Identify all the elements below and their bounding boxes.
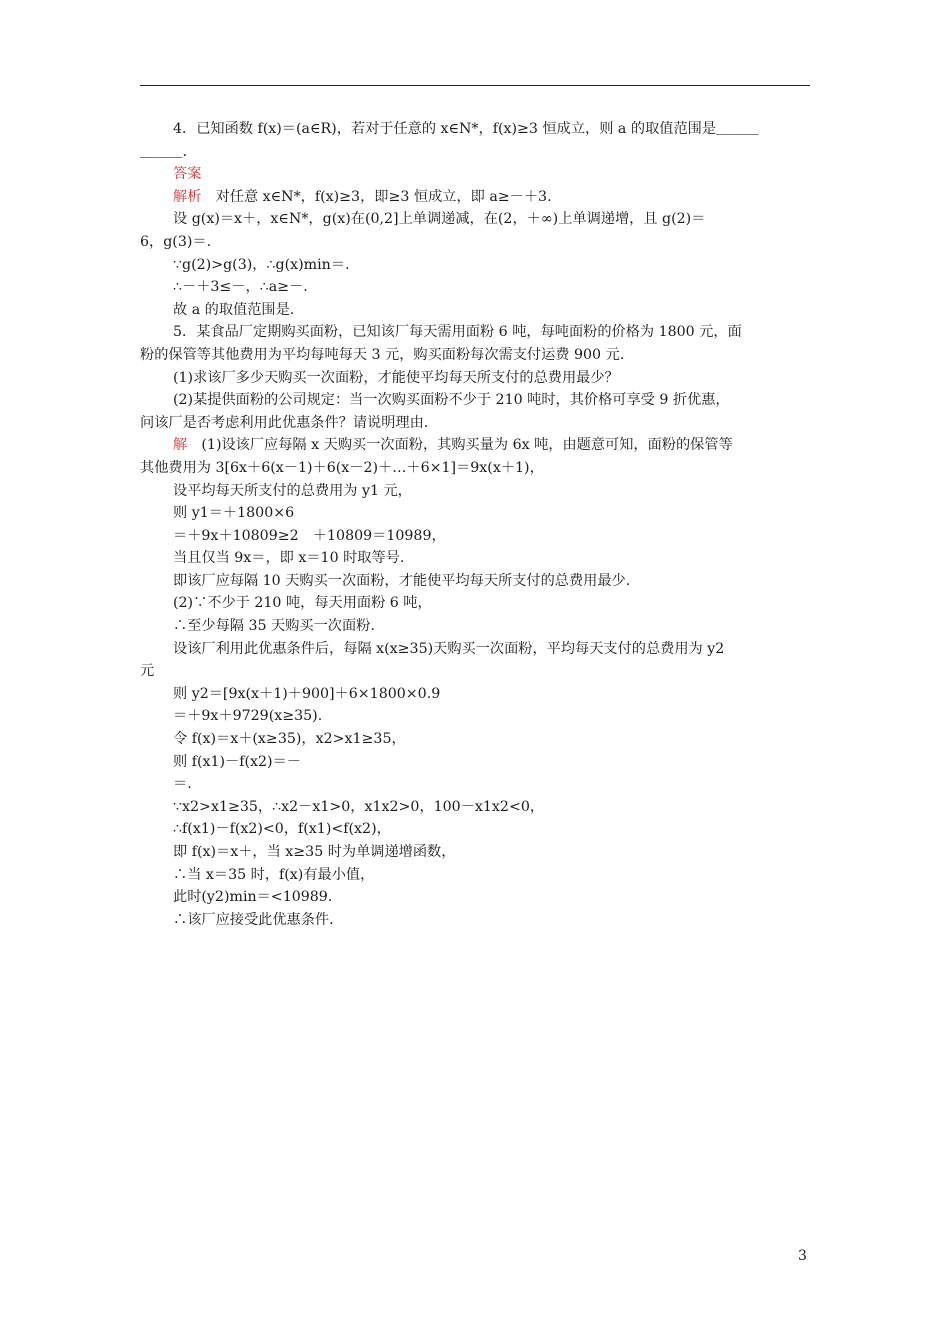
text-line	[140, 818, 812, 841]
line-text: 对任意 x∈N*，f(x)≥3，即≥3 恒成立，即 a≥－＋3.	[201, 188, 552, 205]
text-line	[140, 909, 812, 932]
line-text: 问该厂是否考虑利用此优惠条件？请说明理由.	[140, 414, 429, 431]
text-line	[140, 367, 812, 390]
line-text: 当且仅当 9x＝，即 x＝10 时取等号.	[173, 550, 405, 567]
text-line	[140, 683, 812, 706]
text-line	[140, 457, 812, 480]
text-line	[140, 276, 812, 299]
line-text: ＝＋9x＋9729(x≥35).	[173, 708, 323, 725]
text-line	[140, 480, 812, 503]
text-line	[140, 141, 812, 164]
line-text: 粉的保管等其他费用为平均每吨每天 3 元，购买面粉每次需支付运费 900 元.	[140, 346, 625, 363]
line-text: 5．某食品厂定期购买面粉，已知该厂每天需用面粉 6 吨，每吨面粉的价格为 1800 元，面	[173, 324, 742, 341]
text-line	[140, 118, 812, 141]
line-text: 设该厂利用此优惠条件后，每隔 x(x≥35)天购买一次面粉，平均每天支付的总费用为 y2	[173, 640, 725, 657]
text-line	[140, 231, 812, 254]
text-line	[140, 705, 812, 728]
line-text: 则 f(x1)－f(x2)＝－	[173, 753, 301, 770]
text-line	[140, 886, 812, 909]
line-text: ＝＋9x＋10809≥2 ＋10809＝10989，	[173, 527, 446, 544]
line-text: 设平均每天所支付的总费用为 y1 元，	[173, 482, 412, 499]
text-line	[140, 254, 812, 277]
line-text: 即该厂应每隔 10 天购买一次面粉，才能使平均每天所支付的总费用最少.	[173, 572, 631, 589]
line-text: (2)∵不少于 210 吨，每天用面粉 6 吨，	[173, 595, 432, 612]
line-text: 令 f(x)＝x＋(x≥35)，x2>x1≥35，	[173, 731, 406, 748]
line-text: 即 f(x)＝x＋，当 x≥35 时为单调递增函数，	[173, 844, 456, 860]
line-text: 此时(y2)min＝<10989.	[173, 889, 333, 906]
text-line	[140, 796, 812, 819]
text-line	[140, 841, 812, 864]
text-line	[140, 570, 812, 593]
line-text: (2)某提供面粉的公司规定：当一次购买面粉不少于 210 吨时，其价格可享受 9 折优惠，	[173, 392, 730, 409]
line-text: (1)求该厂多少天购买一次面粉，才能使平均每天所支付的总费用最少？	[173, 369, 619, 386]
line-text: ∴－＋3≤－，∴a≥－.	[173, 279, 308, 296]
line-text: 4．已知函数 f(x)＝(a∈R)，若对于任意的 x∈N*，f(x)≥3 恒成立，则 a 的取值范围是＿＿＿	[173, 121, 759, 137]
text-line	[140, 412, 812, 435]
line-text: ∵g(2)>g(3)，∴g(x)min＝.	[173, 256, 350, 273]
line-text: ∴当 x＝35 时，f(x)有最小值，	[173, 866, 375, 883]
page-number: 3	[798, 1248, 807, 1264]
text-line	[140, 525, 812, 548]
text-line	[140, 163, 812, 186]
section-label: 解析	[173, 188, 202, 205]
text-line	[140, 751, 812, 774]
line-text: 其他费用为 3[6x＋6(x－1)＋6(x－2)＋…＋6×1]＝9x(x＋1)，	[140, 459, 544, 476]
text-line	[140, 864, 812, 887]
text-line	[140, 299, 812, 322]
line-text: ＿＿＿．	[140, 143, 197, 160]
line-text: ∵x2>x1≥35，∴x2－x1>0，x1x2>0，100－x1x2<0，	[173, 798, 545, 815]
line-text: 元	[140, 663, 155, 680]
text-line	[140, 344, 812, 367]
text-line	[140, 660, 812, 683]
text-line	[140, 208, 812, 231]
text-line	[140, 321, 812, 344]
text-line	[140, 638, 812, 661]
text-line	[140, 615, 812, 638]
header-rule	[140, 85, 810, 86]
line-text: 6，g(3)＝.	[140, 233, 212, 250]
line-text: 设 g(x)＝x＋，x∈N*，g(x)在(0,2]上单调递减，在(2，＋∞)上单调递增，且 g(2)＝	[173, 211, 706, 228]
section-label: 答案	[173, 166, 202, 183]
line-text: ∴至少每隔 35 天购买一次面粉.	[173, 618, 375, 635]
text-line	[140, 592, 812, 615]
line-text: 故 a 的取值范围是.	[173, 301, 295, 318]
line-text: ∴该厂应接受此优惠条件.	[173, 911, 334, 928]
text-line	[140, 502, 812, 525]
line-text: ∴f(x1)－f(x2)<0，f(x1)<f(x2)，	[173, 821, 391, 838]
line-text: ＝.	[173, 776, 192, 793]
section-label: 解	[173, 437, 188, 454]
text-line	[140, 547, 812, 570]
line-text: 则 y1＝＋1800×6	[173, 505, 295, 522]
text-line	[140, 186, 812, 209]
document-body	[140, 118, 812, 931]
line-text: (1)设该厂应每隔 x 天购买一次面粉，其购买量为 6x 吨，由题意可知，面粉的保管等	[187, 437, 733, 454]
text-line	[140, 728, 812, 751]
text-line	[140, 773, 812, 796]
text-line	[140, 434, 812, 457]
line-text: 则 y2＝[9x(x＋1)＋900]＋6×1800×0.9	[173, 685, 441, 702]
text-line	[140, 389, 812, 412]
